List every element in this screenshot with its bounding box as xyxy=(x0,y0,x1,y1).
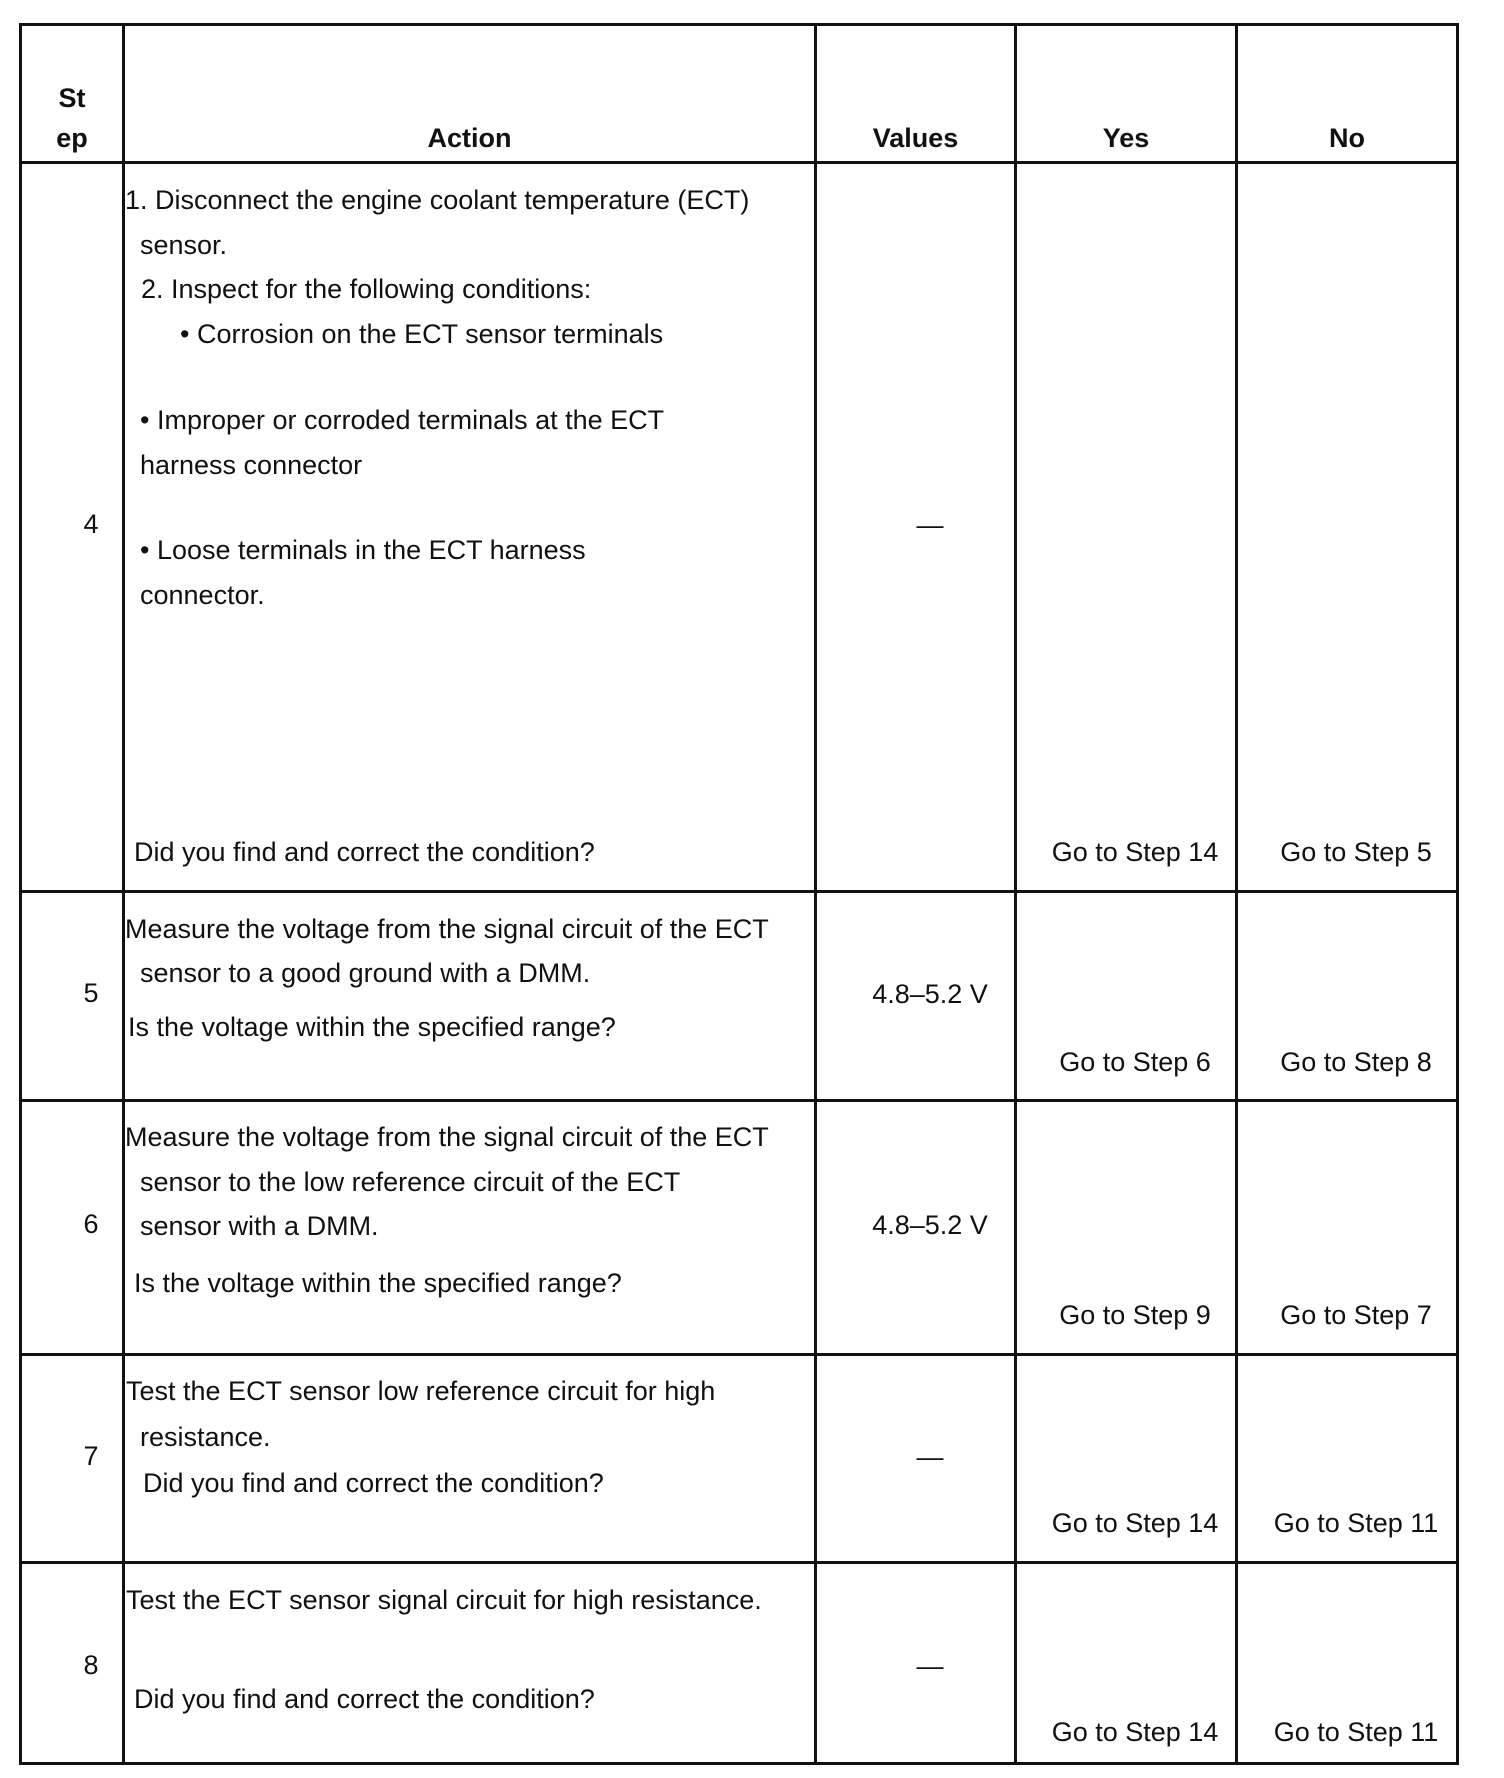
action-line: sensor to a good ground with a DMM. xyxy=(140,958,591,988)
action-line: harness connector xyxy=(140,450,363,480)
no-cell: Go to Step 7 xyxy=(1280,1300,1432,1330)
table-rule xyxy=(19,1561,1459,1564)
yes-cell: Go to Step 6 xyxy=(1059,1047,1211,1077)
action-line: • Loose terminals in the ECT harness xyxy=(140,535,586,565)
action-line: • Corrosion on the ECT sensor terminals xyxy=(180,319,664,349)
table-rule xyxy=(19,23,22,1762)
action-line: resistance. xyxy=(140,1422,271,1452)
table-rule xyxy=(19,890,1459,893)
action-question: Did you find and correct the condition? xyxy=(134,1684,595,1714)
no-cell: Go to Step 8 xyxy=(1280,1047,1432,1077)
table-rule xyxy=(1014,23,1017,1762)
value-cell: 4.8–5.2 V xyxy=(872,979,988,1009)
no-cell: Go to Step 11 xyxy=(1273,1717,1439,1747)
header-no: No xyxy=(1329,123,1365,153)
table-rule xyxy=(19,1099,1459,1102)
step-number: 6 xyxy=(83,1209,99,1239)
action-question: Is the voltage within the specified range? xyxy=(128,1012,616,1042)
action-line: • Improper or corroded terminals at the ECT xyxy=(140,405,665,435)
step-number: 4 xyxy=(83,509,99,539)
yes-cell: Go to Step 14 xyxy=(1051,1717,1219,1747)
action-line: Test the ECT sensor signal circuit for high resistance. xyxy=(126,1585,762,1615)
yes-cell: Go to Step 14 xyxy=(1051,1508,1219,1538)
no-cell: Go to Step 11 xyxy=(1273,1508,1439,1538)
yes-cell: Go to Step 14 xyxy=(1051,837,1219,867)
action-line: sensor to the low reference circuit of the ECT xyxy=(140,1167,681,1197)
table-rule xyxy=(19,1762,1459,1765)
action-line: sensor with a DMM. xyxy=(140,1211,379,1241)
action-line: connector. xyxy=(140,580,265,610)
table-rule xyxy=(19,1353,1459,1356)
value-cell: — xyxy=(916,510,944,540)
header-step-line1: St xyxy=(58,83,86,113)
header-values: Values xyxy=(872,123,959,153)
value-cell: 4.8–5.2 V xyxy=(872,1210,988,1240)
header-action: Action xyxy=(427,123,512,153)
action-line: 1. Disconnect the engine coolant temperature (ECT) xyxy=(125,185,750,215)
step-number: 5 xyxy=(83,978,99,1008)
action-line: Test the ECT sensor low reference circuit for high xyxy=(126,1376,716,1406)
table-rule xyxy=(122,23,125,1762)
step-number: 8 xyxy=(83,1650,99,1680)
value-cell: — xyxy=(916,1651,944,1681)
step-number: 7 xyxy=(83,1441,99,1471)
action-question: Did you find and correct the condition? xyxy=(134,837,595,867)
action-question: Did you find and correct the condition? xyxy=(143,1468,604,1498)
table-rule xyxy=(1456,23,1459,1762)
table-rule xyxy=(19,23,1459,26)
table-rule xyxy=(814,23,817,1762)
yes-cell: Go to Step 9 xyxy=(1059,1300,1211,1330)
header-step-line2: ep xyxy=(56,123,88,153)
no-cell: Go to Step 5 xyxy=(1280,837,1432,867)
value-cell: — xyxy=(916,1442,944,1472)
table-rule xyxy=(19,161,1459,164)
action-line: 2. Inspect for the following conditions: xyxy=(141,274,592,304)
action-question: Is the voltage within the specified range? xyxy=(134,1268,622,1298)
table-rule xyxy=(1235,23,1238,1762)
action-line: Measure the voltage from the signal circuit of the ECT xyxy=(125,1122,769,1152)
action-line: Measure the voltage from the signal circuit of the ECT xyxy=(125,914,769,944)
header-yes: Yes xyxy=(1102,123,1150,153)
action-line: sensor. xyxy=(140,230,228,260)
